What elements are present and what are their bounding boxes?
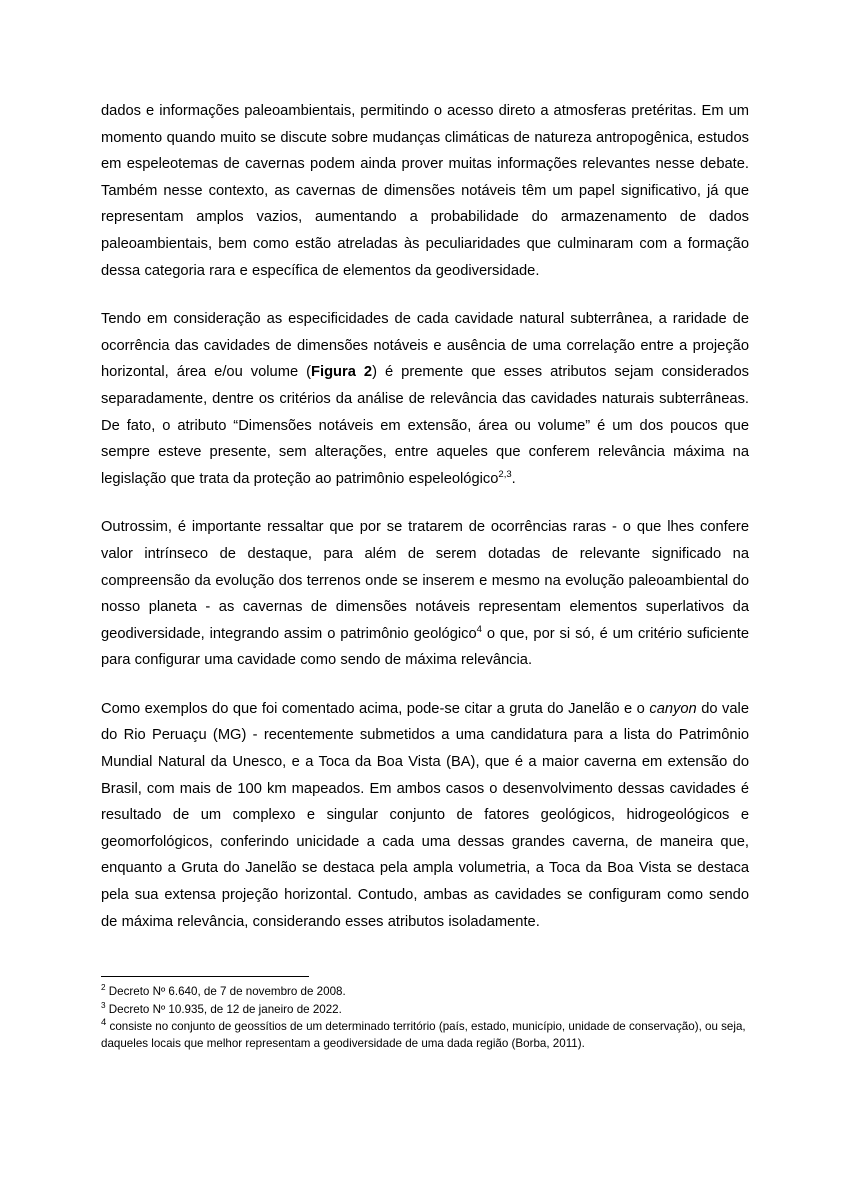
footnote-3-marker: 3 [101, 1000, 106, 1010]
paragraph-2-text-part-2: ) é premente que esses atributos sejam considerados separadamente, dentre os critérios da análise de relevância das cavidades naturais subterrâneas. De fato, o atributo “Dimensões notáveis em extensão, área ou volume” é um dos poucos que sempre esteve presente, sem alterações, entre aqueles que conferem relevância máxima na legislação que trata da proteção ao patrimônio espeleológico [101, 364, 749, 487]
italic-term-canyon: canyon [649, 700, 697, 717]
footnote-separator-rule [101, 976, 309, 977]
figure-reference: Figura 2 [311, 364, 373, 381]
paragraph-1-text: dados e informações paleoambientais, permitindo o acesso direto a atmosferas pretéritas. Em um momento quando muito se discute sobre mudanças climáticas de natureza antropogênica, estudos em espeleotemas de cavernas podem ainda prover muitas informações relevantes nesse debate. Também nesse contexto, as cavernas de dimensões notáveis têm um papel significativo, já que representam amplos vazios, aumentando a probabilidade do armazenamento de dados paleoambientais, bem como estão atreladas às peculiaridades que culminaram com a formação dessa categoria rara e específica de elementos da geodiversidade. [101, 103, 749, 279]
paragraph-2-text-part-1: Tendo em consideração as especificidades de cada cavidade natural subterrânea, a raridade de ocorrência das cavidades de dimensões notáveis e ausência de uma correlação entre a projeção horizontal, área e/ou volume ( [101, 311, 749, 381]
paragraph-4-text-part-1: Como exemplos do que foi comentado acima, pode-se citar a gruta do Janelão e o [101, 700, 650, 717]
footnote-4-text: consiste no conjunto de geossítios de um determinado território (país, estado, município, unidade de conservação), ou seja, daqueles locais que melhor representam a geodiversidade de uma dada região (Borba, 2011). [101, 1020, 746, 1050]
footnote-3 [101, 1002, 749, 1019]
footnote-3-text: Decreto Nº 10.935, de 12 de janeiro de 2022. [105, 1002, 342, 1016]
footnote-marker-4[interactable]: 4 [476, 623, 482, 635]
paragraph-4 [101, 696, 749, 935]
paragraph-3 [101, 514, 749, 674]
footnote-marker-2-3[interactable]: 2,3 [498, 468, 512, 480]
paragraph-3-text-part-1: Outrossim, é importante ressaltar que por se tratarem de ocorrências raras - o que lhes confere valor intrínseco de destaque, para além de serem dotadas de relevante significado na compreensão da evolução dos terrenos onde se inserem e mesmo na evolução paleoambiental do nosso planeta - as cavernas de dimensões notáveis representam elementos superlativos da geodiversidade, integrando assim o patrimônio geológico [101, 519, 749, 642]
paragraph-2 [101, 306, 749, 492]
document-body [101, 98, 749, 935]
paragraph-3-text-part-2: o que, por si só, é um critério suficiente para configurar uma cavidade como sendo de máxima relevância. [101, 625, 749, 669]
footnote-2-text: Decreto Nº 6.640, de 7 de novembro de 2008. [105, 985, 346, 998]
footnote-4-marker: 4 [101, 1017, 107, 1029]
footnotes-section [101, 976, 749, 1052]
paragraph-4-text-part-2: do vale do Rio Peruaçu (MG) - recentemente submetidos a uma candidatura para a lista do Patrimônio Mundial Natural da Unesco, e a Toca da Boa Vista (BA), que é a maior caverna em extensão do Brasil, com mais de 100 km mapeados. Em ambos casos o desenvolvimento dessas cavidades é resultado de um complexo e singular conjunto de fatores geológicos, hidrogeológicos e geomorfológicos, conferindo unicidade a cada uma dessas grandes caverna, de maneira que, enquanto a Gruta do Janelão se destaca pela ampla volumetria, a Toca da Boa Vista se destaca pela sua extensa projeção horizontal. Contudo, ambas as cavidades se configuram como sendo de máxima relevância, considerando esses atributos isoladamente. [101, 700, 749, 930]
footnote-2-marker: 2 [101, 983, 106, 993]
paragraph-1 [101, 98, 749, 284]
paragraph-2-text-part-3: . [511, 470, 516, 487]
footnote-4 [101, 1019, 749, 1052]
footnote-2 [101, 984, 749, 1001]
